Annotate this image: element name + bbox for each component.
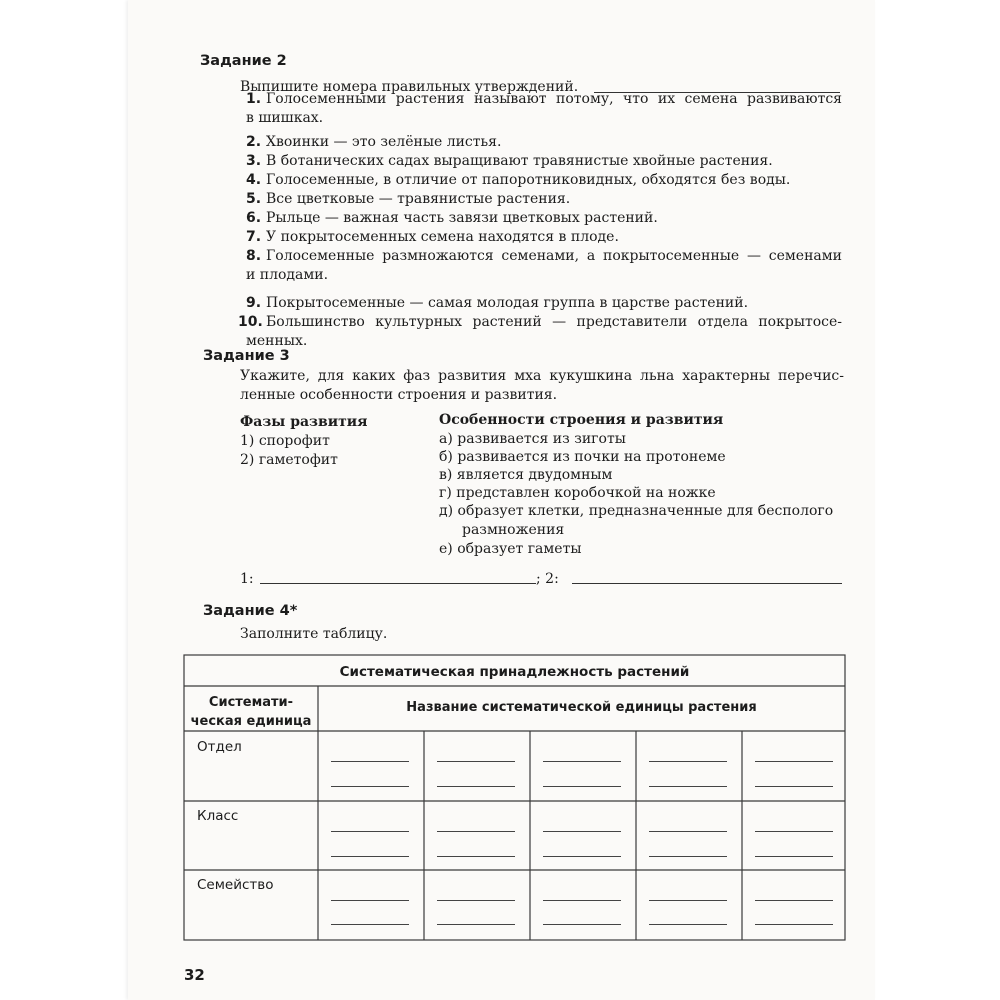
- col1-header-line2: ческая единица: [190, 714, 312, 729]
- table-cell-answer-line[interactable]: [755, 924, 833, 925]
- table-cell-answer-line[interactable]: [331, 786, 409, 787]
- table-cell-answer-line[interactable]: [755, 900, 833, 901]
- answer-label-1: 1:: [240, 571, 254, 587]
- task3-instruction-line1: Укажите, для каких фаз развития мха кукушкина льна характерны перечис-: [240, 368, 844, 384]
- table-cell-answer-line[interactable]: [437, 761, 515, 762]
- phases-header: Фазы развития: [240, 414, 368, 430]
- answer-label-2: ; 2:: [536, 571, 559, 587]
- table-cell-answer-line[interactable]: [331, 900, 409, 901]
- feature-a: а) развивается из зиготы: [439, 431, 626, 447]
- statement-text-continuation: в шишках.: [246, 110, 324, 126]
- row-label-family: Семейство: [197, 877, 274, 893]
- statement-number: 1.: [246, 91, 262, 107]
- table-cell-answer-line[interactable]: [649, 761, 727, 762]
- task4-instruction: Заполните таблицу.: [240, 626, 388, 642]
- table-cell-answer-line[interactable]: [437, 831, 515, 832]
- statement-number: 8.: [246, 248, 262, 264]
- statement-text-continuation: и плодами.: [246, 267, 329, 283]
- statement-text: Хвоинки — это зелёные листья.: [266, 134, 502, 150]
- statement-number: 4.: [246, 172, 262, 188]
- table-cell-answer-line[interactable]: [543, 900, 621, 901]
- task2-instruction: Выпишите номера правильных утверждений.: [240, 79, 579, 95]
- statement-text: Голосеменные размножаются семенами, а покрытосеменные — семенами: [266, 248, 842, 264]
- table-cell-answer-line[interactable]: [755, 856, 833, 857]
- table-cell-answer-line[interactable]: [649, 786, 727, 787]
- table-title: Систематическая принадлежность растений: [339, 664, 690, 680]
- feature-e: е) образует гаметы: [439, 541, 582, 557]
- statement-number: 6.: [246, 210, 262, 226]
- statement-number: 9.: [246, 295, 262, 311]
- table-cell-answer-line[interactable]: [755, 831, 833, 832]
- table-cell-answer-line[interactable]: [649, 924, 727, 925]
- table-cell-answer-line[interactable]: [331, 924, 409, 925]
- row-label-class: Класс: [197, 808, 239, 824]
- col1-header-line1: Системати-: [208, 695, 294, 710]
- table-cell-answer-line[interactable]: [437, 924, 515, 925]
- statement-text: Покрытосеменные — самая молодая группа в царстве растений.: [266, 295, 749, 311]
- table-cell-answer-line[interactable]: [543, 761, 621, 762]
- feature-g: г) представлен коробочкой на ножке: [439, 485, 716, 501]
- phase-sporophyte: 1) спорофит: [240, 433, 330, 449]
- table-cell-answer-line[interactable]: [437, 786, 515, 787]
- task4-heading: Задание 4*: [203, 603, 298, 619]
- table-cell-answer-line[interactable]: [331, 856, 409, 857]
- task3-instruction-line2: ленные особенности строения и развития.: [240, 387, 558, 403]
- table-cell-answer-line[interactable]: [649, 856, 727, 857]
- table-cell-answer-line[interactable]: [755, 761, 833, 762]
- table-cell-answer-line[interactable]: [755, 786, 833, 787]
- statement-number: 7.: [246, 229, 262, 245]
- feature-d-cont: размножения: [462, 522, 565, 538]
- statement-text: У покрытосеменных семена находятся в плоде.: [266, 229, 619, 245]
- statement-number: 5.: [246, 191, 262, 207]
- statement-text: Все цветковые — травянистые растения.: [266, 191, 571, 207]
- statement-number: 2.: [246, 134, 262, 150]
- statement-text: В ботанических садах выращивают травянистые хвойные растения.: [266, 153, 773, 169]
- table-cell-answer-line[interactable]: [543, 831, 621, 832]
- statement-text: Большинство культурных растений — представители отдела покрытосе-: [266, 314, 842, 330]
- table-cell-answer-line[interactable]: [331, 761, 409, 762]
- col1-header: [184, 693, 318, 731]
- task3-heading: Задание 3: [203, 348, 290, 364]
- statement-text: Голосеменными растения называют потому, что их семена развиваются: [266, 91, 842, 107]
- statement-text: Голосеменные, в отличие от папоротниковидных, обходятся без воды.: [266, 172, 791, 188]
- table-cell-answer-line[interactable]: [649, 900, 727, 901]
- table-cell-answer-line[interactable]: [331, 831, 409, 832]
- table-cell-answer-line[interactable]: [543, 786, 621, 787]
- statement-text-continuation: менных.: [246, 333, 308, 349]
- phase-gametophyte: 2) гаметофит: [240, 452, 338, 468]
- table-cell-answer-line[interactable]: [543, 924, 621, 925]
- table-cell-answer-line[interactable]: [543, 856, 621, 857]
- statement-text: Рыльце — важная часть завязи цветковых растений.: [266, 210, 658, 226]
- table-cell-answer-line[interactable]: [649, 831, 727, 832]
- table-cell-answer-line[interactable]: [437, 900, 515, 901]
- feature-d: д) образует клетки, предназначенные для бесполого: [439, 503, 834, 519]
- feature-b: б) развивается из почки на протонеме: [439, 449, 726, 465]
- statement-number: 3.: [246, 153, 262, 169]
- feature-v: в) является двудомным: [439, 467, 613, 483]
- table-cell-answer-line[interactable]: [437, 856, 515, 857]
- col2-header: Название систематической единицы растения: [406, 700, 757, 715]
- statement-number: 10.: [238, 314, 263, 330]
- task2-heading: Задание 2: [200, 53, 287, 69]
- row-label-division: Отдел: [197, 739, 242, 755]
- features-header: Особенности строения и развития: [439, 412, 724, 428]
- page-number: 32: [184, 966, 205, 984]
